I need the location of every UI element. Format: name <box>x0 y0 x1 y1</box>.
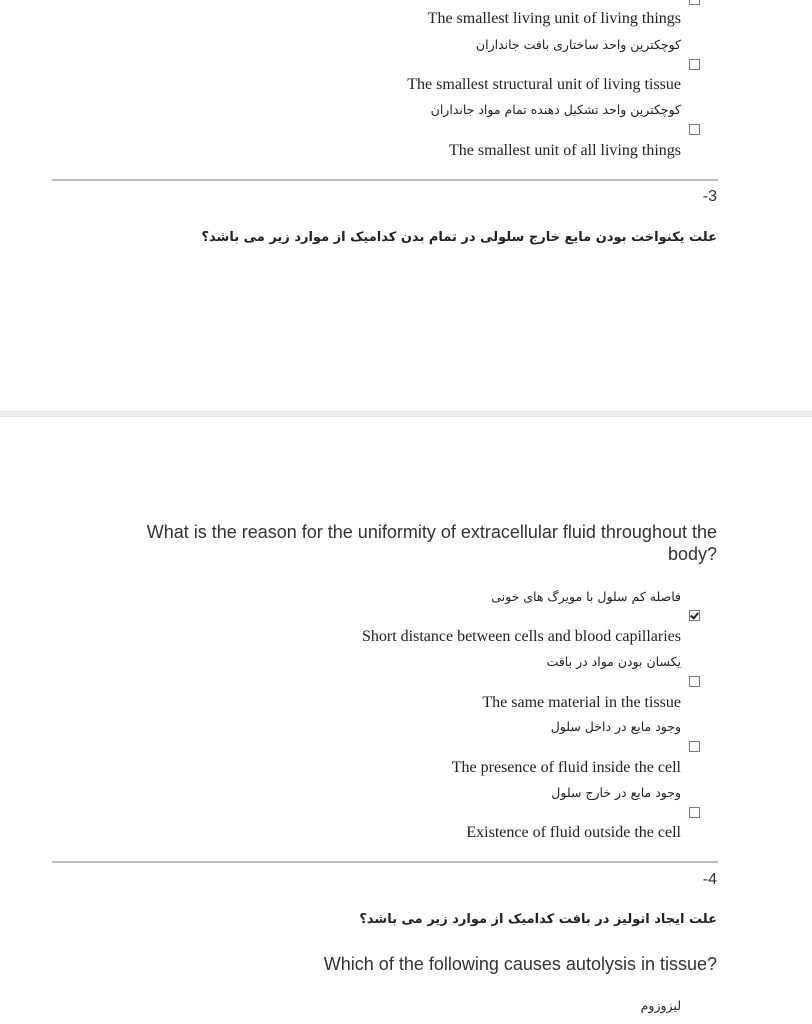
option-checkbox[interactable] <box>689 676 700 687</box>
question-number: -4 <box>702 871 717 888</box>
option-label-en: Existence of fluid outside the cell <box>466 824 681 841</box>
option-label-fa: کوچکترین واحد تشکیل دهنده تمام مواد جانداران <box>430 102 681 117</box>
question-text-fa: علت یکنواخت بودن مایع خارج سلولی در تمام بدن کدامیک از موارد زیر می باشد؟ <box>201 230 717 245</box>
option-label-en: The smallest living unit of living things <box>427 10 681 27</box>
option-label-fa: فاصله کم سلول با مویرگ های خونی <box>491 589 681 604</box>
option-checkbox[interactable] <box>689 124 700 135</box>
question-text-en: Which of the following causes autolysis in tissue? <box>323 954 717 974</box>
option-label-en: Short distance between cells and blood capillaries <box>361 628 681 645</box>
option-label-fa: وجود مایع در داخل سلول <box>550 719 681 734</box>
option-label-fa: لیزوزوم <box>640 998 681 1013</box>
question-number: -3 <box>702 188 717 205</box>
option-checkbox-checked[interactable] <box>689 610 700 621</box>
option-checkbox[interactable] <box>689 0 700 5</box>
option-label-en: The presence of fluid inside the cell <box>451 759 681 776</box>
question-text-fa: علت ایجاد اتولیز در بافت کدامیک از موارد زیر می باشد؟ <box>359 912 717 927</box>
question-text-en-line1: What is the reason for the uniformity of extracellular fluid throughout the <box>146 522 717 542</box>
option-label-en: The smallest structural unit of living tissue <box>407 76 681 93</box>
option-label-fa: کوچکترین واحد ساختاری بافت جانداران <box>475 37 681 52</box>
option-checkbox[interactable] <box>689 59 700 70</box>
option-label-en: The same material in the tissue <box>482 694 681 711</box>
question-divider <box>52 179 718 181</box>
option-label-fa: یکسان بودن مواد در بافت <box>546 654 681 669</box>
option-label-fa: وجود مایع در خارج سلول <box>551 785 681 800</box>
question-text-en-line2: body? <box>667 544 717 564</box>
option-checkbox[interactable] <box>689 807 700 818</box>
page-separator <box>0 411 812 417</box>
option-label-en: The smallest unit of all living things <box>449 142 681 159</box>
question-text-en <box>77 521 717 565</box>
option-checkbox[interactable] <box>689 741 700 752</box>
question-divider <box>52 861 718 863</box>
